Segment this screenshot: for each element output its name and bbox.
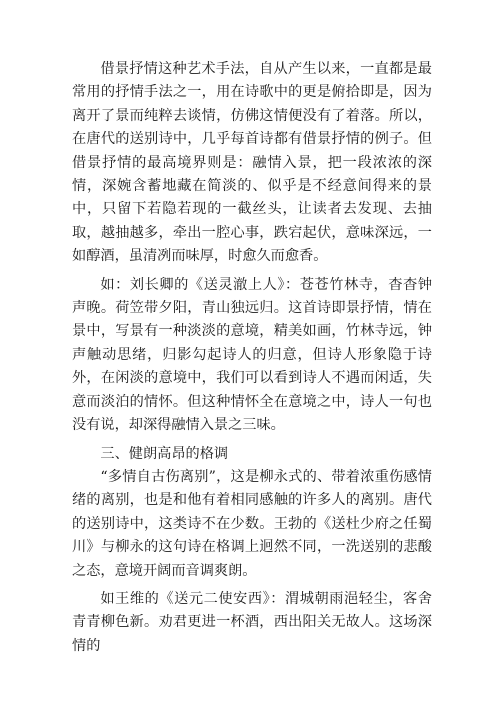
body-paragraph: 借景抒情这种艺术手法，自从产生以来，一直都是最常用的抒情手法之一，用在诗歌中的更是俯拾即是，因为离开了景而纯粹去谈情，仿佛这情便没有了着落。所以，在唐代的送别诗中，几乎每首诗都有借景抒情的例子。但借景抒情的最高境界则是：融情入景，把一段浓浓的深情，深婉含蓄地藏在简淡的、似乎是不经意间得来的景中，只留下若隐若现的一截丝头，让读者去发现、去抽取，越抽越多，牵出一腔心事，跌宕起伏，意味深远，一如醇酒，虽清冽而味厚，时愈久而愈香。 — [72, 61, 432, 265]
body-paragraph: “多情自古伤离别”，这是柳永式的、带着浓重伤感情绪的离别，也是和他有着相同感触的许多人的离别。唐代的送别诗中，这类诗不在少数。王勃的《送杜少府之任蜀川》与柳永的这句诗在格调上迥然不同，一洗送别的悲酸之态，意境开阔而音调爽朗。 — [72, 468, 432, 579]
section-heading: 三、健朗高昂的格调 — [100, 445, 229, 462]
body-paragraph: 如：刘长卿的《送灵澈上人》：苍苍竹林寺，杳杳钟声晚。荷笠带夕阳，青山独远归。这首诗即景抒情，情在景中，写景有一种淡淡的意境，精美如画，竹林寺远，钟声触动思绪，归影勾起诗人的归意，但诗人形象隐于诗外，在闲淡的意境中，我们可以看到诗人不遇而闲适，失意而淡泊的情怀。但这种情怀全在意境之中，诗人一句也没有说，却深得融情入景之三味。 — [72, 276, 432, 434]
body-paragraph: 如王维的《送元二使安西》：渭城朝雨浥轻尘，客舍青青柳色新。劝君更进一杯酒，西出阳关无故人。这场深情的 — [72, 590, 432, 654]
document-page — [72, 58, 432, 658]
